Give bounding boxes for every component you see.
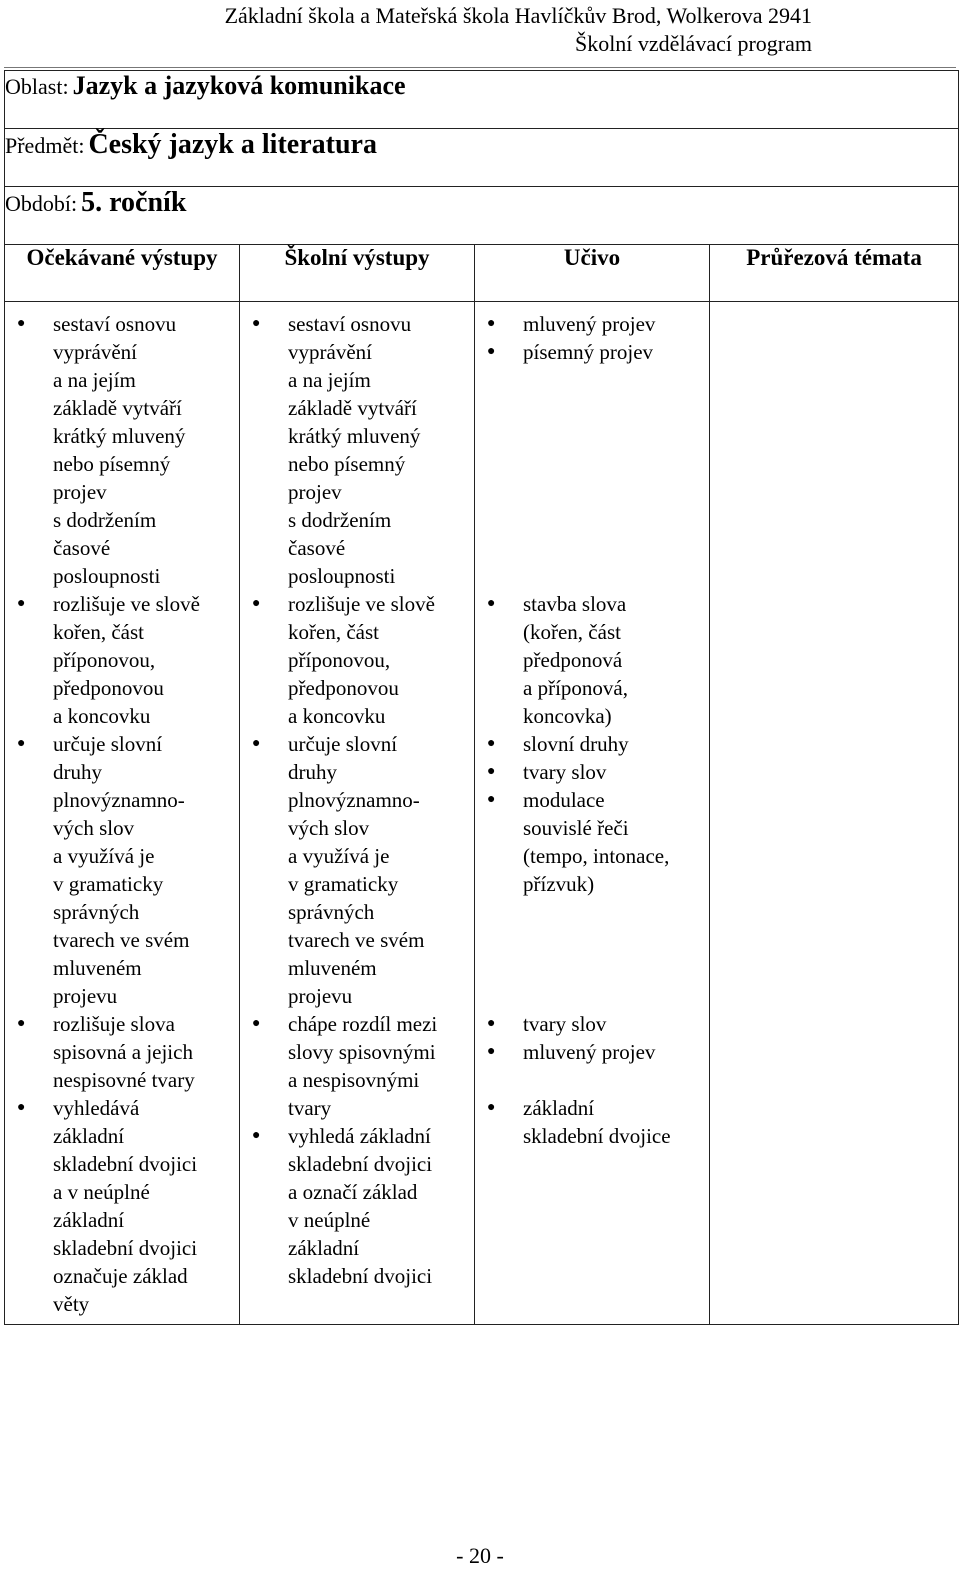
- list-item: [5, 1010, 239, 1094]
- list-item-text: určuje slovní druhy plnovýznamno- vých slov a využívá je v gramaticky správných tvarech ve svém mluveném projevu: [53, 732, 190, 1008]
- list-item-text: mluvený projev: [523, 312, 656, 336]
- list-item: [475, 758, 709, 786]
- list-item-text: vyhledá základní skladební dvojici a označí základ v neúplné základní skladební dvojici: [288, 1124, 433, 1288]
- obdobi-label: Období:: [5, 191, 78, 216]
- bullet-icon: ●: [252, 1016, 261, 1031]
- list-item-text: rozlišuje ve slově kořen, část příponovou, předponovou a koncovku: [53, 592, 200, 728]
- list-item: [475, 338, 709, 366]
- ocekavane-list: [5, 302, 239, 1324]
- list-item-text: určuje slovní druhy plnovýznamno- vých slov a využívá je v gramaticky správných tvarech ve svém mluveném projevu: [288, 732, 425, 1008]
- predmet-label: Předmět:: [5, 133, 85, 158]
- list-item-text: sestaví osnovu vyprávění a na jejím základě vytváří krátký mluvený nebo písemný projev s dodržením časové posloupnosti: [53, 312, 186, 588]
- page-number: - 20 -: [456, 1543, 504, 1568]
- predmet-value: Český jazyk a literatura: [88, 129, 377, 160]
- list-item-text: stavba slova (kořen, část předponová a příponová, koncovka): [523, 592, 628, 728]
- header-rule: [4, 67, 956, 68]
- list-item-text: základní skladební dvojice: [523, 1096, 671, 1148]
- list-item: [5, 590, 239, 730]
- bullet-icon: ●: [487, 596, 496, 611]
- list-item: [475, 730, 709, 758]
- list-item: [5, 730, 239, 1010]
- list-item-text: rozlišuje ve slově kořen, část příponovou, předponovou a koncovku: [288, 592, 435, 728]
- column-header-row: [5, 245, 959, 302]
- bullet-icon: ●: [487, 344, 496, 359]
- list-item: [475, 1038, 709, 1066]
- list-item-text: písemný projev: [523, 340, 654, 364]
- oblast-label: Oblast:: [5, 74, 69, 99]
- bullet-icon: ●: [487, 1100, 496, 1115]
- prurezova-temata-cell: [710, 302, 959, 1325]
- list-item: [240, 310, 474, 590]
- list-item: [240, 1010, 474, 1122]
- list-item-text: vyhledává základní skladební dvojici a v neúplné základní skladební dvojici označuje základ věty: [53, 1096, 198, 1316]
- bullet-icon: ●: [17, 1016, 26, 1031]
- ocekavane-vystupy-cell: [5, 302, 240, 1325]
- bullet-icon: ●: [17, 1100, 26, 1115]
- school-name: Základní škola a Mateřská škola Havlíčkův Brod, Wolkerova 2941: [224, 3, 812, 28]
- list-item-text: slovní druhy: [523, 732, 629, 756]
- curriculum-table: [4, 70, 959, 1325]
- oblast-value: Jazyk a jazyková komunikace: [72, 71, 406, 100]
- program-name: Školní vzdělávací program: [574, 31, 812, 56]
- bullet-icon: ●: [487, 792, 496, 807]
- column-header-prurezova: Průřezová témata: [710, 245, 959, 302]
- bullet-icon: ●: [487, 1044, 496, 1059]
- bullet-icon: ●: [487, 764, 496, 779]
- ucivo-list: [475, 302, 709, 1156]
- list-item-text: rozlišuje slova spisovná a jejich nespisovné tvary: [53, 1012, 195, 1092]
- oblast-row: [5, 71, 959, 129]
- bullet-icon: ●: [487, 1016, 496, 1031]
- bullet-icon: ●: [17, 316, 26, 331]
- list-item: [240, 590, 474, 730]
- bullet-icon: ●: [252, 736, 261, 751]
- list-item: [240, 730, 474, 1010]
- list-item-text: chápe rozdíl mezi slovy spisovnými a nespisovnými tvary: [288, 1012, 438, 1120]
- list-item: [475, 1010, 709, 1038]
- skolni-list: [240, 302, 474, 1296]
- skolni-vystupy-cell: [240, 302, 475, 1325]
- bullet-icon: ●: [252, 1128, 261, 1143]
- list-item: [5, 310, 239, 590]
- predmet-row: [5, 129, 959, 187]
- list-item: [475, 1094, 709, 1150]
- content-row: [5, 302, 959, 1325]
- list-item: [475, 590, 709, 730]
- list-item-text: mluvený projev: [523, 1040, 656, 1064]
- list-item: [5, 1094, 239, 1318]
- list-item-text: tvary slov: [523, 1012, 607, 1036]
- bullet-icon: ●: [17, 736, 26, 751]
- list-item: [475, 786, 709, 898]
- column-header-ucivo: Učivo: [475, 245, 710, 302]
- bullet-icon: ●: [17, 596, 26, 611]
- bullet-icon: ●: [252, 316, 261, 331]
- obdobi-row: [5, 187, 959, 245]
- bullet-icon: ●: [487, 316, 496, 331]
- list-item-text: sestaví osnovu vyprávění a na jejím základě vytváří krátký mluvený nebo písemný projev s dodržením časové posloupnosti: [288, 312, 421, 588]
- column-header-skolni: Školní výstupy: [240, 245, 475, 302]
- list-item-text: tvary slov: [523, 760, 607, 784]
- list-item: [475, 310, 709, 338]
- list-item: [240, 1122, 474, 1290]
- column-header-ocekavane: Očekávané výstupy: [5, 245, 240, 302]
- page-header: [0, 0, 960, 58]
- bullet-icon: ●: [487, 736, 496, 751]
- bullet-icon: ●: [252, 596, 261, 611]
- list-item-text: modulace souvislé řeči (tempo, intonace, přízvuk): [523, 788, 670, 896]
- obdobi-value: 5. ročník: [81, 187, 187, 218]
- ucivo-cell: [475, 302, 710, 1325]
